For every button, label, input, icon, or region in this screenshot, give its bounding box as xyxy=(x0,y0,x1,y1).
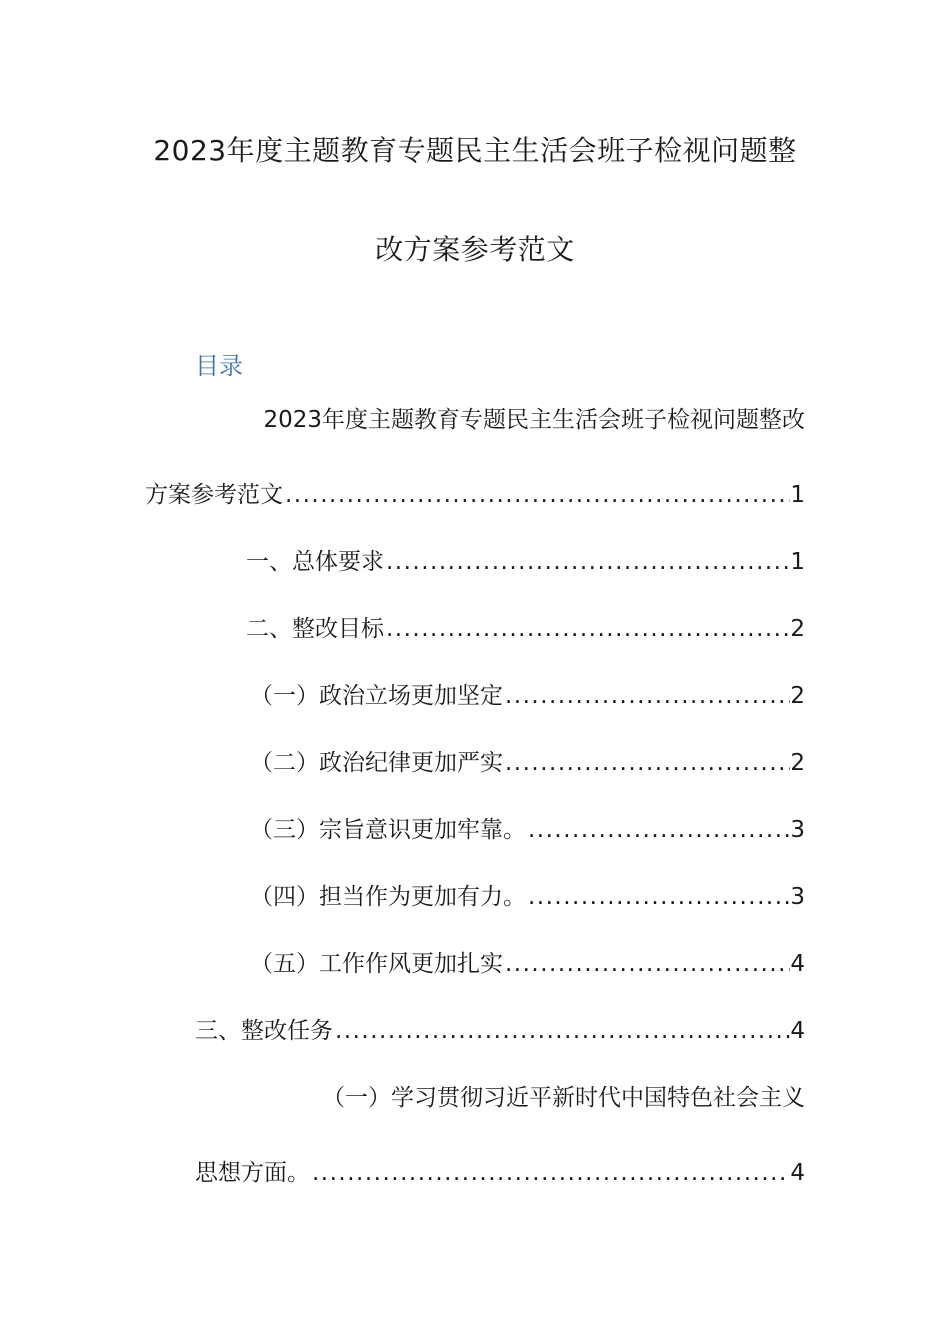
toc-page-number: 4 xyxy=(790,1160,805,1186)
toc-entry[interactable] xyxy=(246,612,805,646)
toc-page-number: 4 xyxy=(790,1018,805,1044)
toc-entry[interactable] xyxy=(250,679,805,713)
document-title-line-2: 改方案参考范文 xyxy=(375,233,575,266)
toc-entry-label: 思想方面。 xyxy=(195,1160,310,1186)
toc-dot-leader xyxy=(283,478,790,512)
toc-entry-title-line-1[interactable]: 2023年度主题教育专题民主生活会班子检视问题整改 xyxy=(263,407,805,433)
toc-entry[interactable] xyxy=(250,880,805,914)
toc-entry-label: 方案参考范文 xyxy=(145,482,283,508)
toc-entry-label: （五）工作作风更加扎实 xyxy=(250,951,503,977)
toc-dot-leader xyxy=(384,612,790,646)
toc-entry[interactable] xyxy=(250,746,805,780)
toc-page-number: 3 xyxy=(790,884,805,910)
toc-page-number: 2 xyxy=(790,750,805,776)
toc-heading[interactable]: 目录 xyxy=(195,352,243,380)
toc-entry-label: （一）政治立场更加坚定 xyxy=(250,683,503,709)
toc-dot-leader xyxy=(503,679,790,713)
toc-dot-leader xyxy=(503,746,790,780)
toc-entry-label: （二）政治纪律更加严实 xyxy=(250,750,503,776)
toc-entry[interactable] xyxy=(250,813,805,847)
toc-entry[interactable] xyxy=(195,1156,805,1190)
toc-dot-leader xyxy=(310,1156,790,1190)
toc-page-number: 3 xyxy=(790,817,805,843)
toc-dot-leader xyxy=(526,880,790,914)
document-title-line-1: 2023年度主题教育专题民主生活会班子检视问题整 xyxy=(153,134,797,167)
toc-page-number: 2 xyxy=(790,616,805,642)
toc-entry[interactable] xyxy=(145,478,805,512)
toc-page-number: 2 xyxy=(790,683,805,709)
toc-dot-leader xyxy=(384,545,790,579)
toc-page-number: 1 xyxy=(790,482,805,508)
toc-dot-leader xyxy=(503,947,790,981)
toc-entry[interactable] xyxy=(246,545,805,579)
toc-dot-leader xyxy=(333,1014,790,1048)
toc-entry-label: （三）宗旨意识更加牢靠。 xyxy=(250,817,526,843)
toc-dot-leader xyxy=(526,813,790,847)
toc-entry[interactable] xyxy=(195,1014,805,1048)
toc-entry[interactable] xyxy=(250,947,805,981)
toc-entry-label: 一、总体要求 xyxy=(246,549,384,575)
toc-page-number: 4 xyxy=(790,951,805,977)
toc-page-number: 1 xyxy=(790,549,805,575)
toc-entry-label: （四）担当作为更加有力。 xyxy=(250,884,526,910)
toc-entry-label: 二、整改目标 xyxy=(246,616,384,642)
toc-entry-title-line-1[interactable]: （一）学习贯彻习近平新时代中国特色社会主义 xyxy=(322,1085,805,1111)
toc-entry-label: 三、整改任务 xyxy=(195,1018,333,1044)
